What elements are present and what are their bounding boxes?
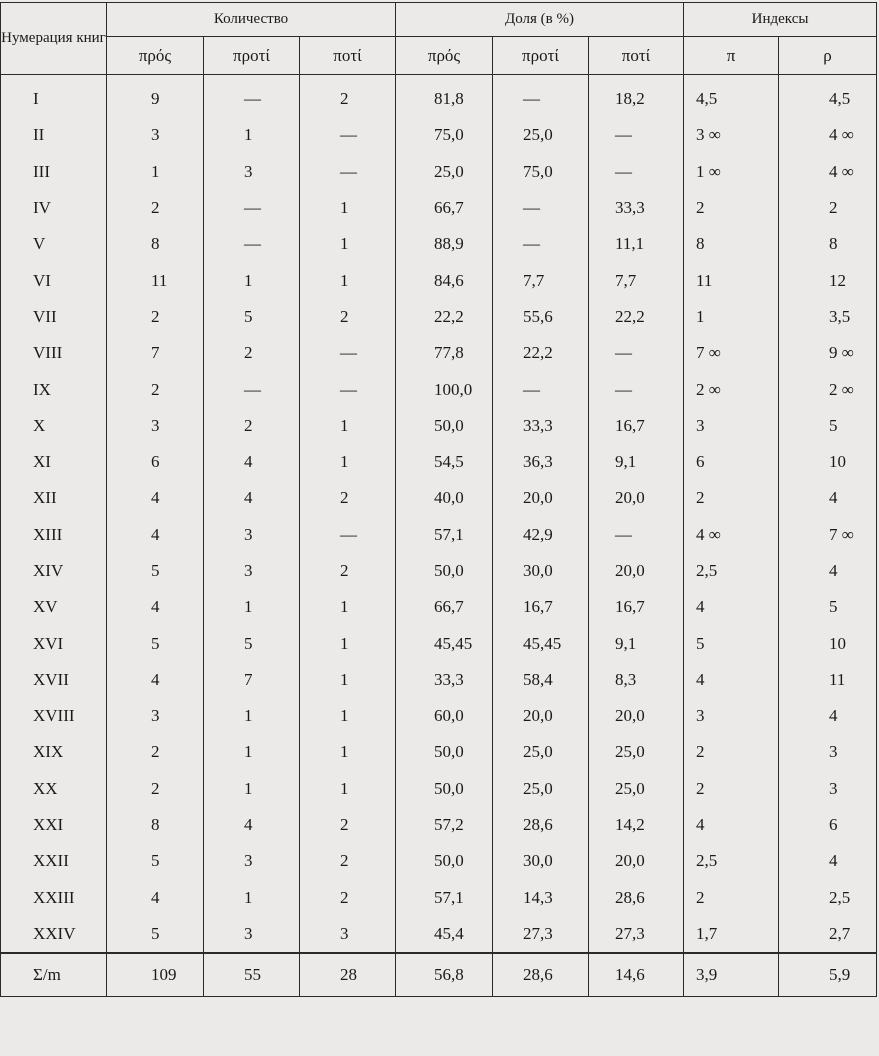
book-number-cell: XIV [1,553,107,589]
total-s-pros: 56,8 [396,953,493,997]
q-poti-cell: — [300,371,396,407]
table-row [1,226,877,262]
s-proti-cell: 25,0 [493,117,589,153]
book-number-cell: I [1,75,107,118]
s-poti-cell: 8,3 [589,662,684,698]
s-poti-cell: 16,7 [589,408,684,444]
q-proti-cell: 3 [204,553,300,589]
s-poti-cell: 14,2 [589,807,684,843]
s-proti-cell: 55,6 [493,299,589,335]
i-rho-cell: 9 ∞ [779,335,877,371]
q-pros-cell: 6 [107,444,204,480]
s-proti-cell: — [493,226,589,262]
total-s-proti: 28,6 [493,953,589,997]
q-pros-cell: 1 [107,154,204,190]
q-pros-cell: 3 [107,117,204,153]
book-number-cell: IV [1,190,107,226]
table-row [1,262,877,298]
s-pros-cell: 25,0 [396,154,493,190]
q-poti-cell: 2 [300,75,396,118]
i-rho-cell: 4 ∞ [779,154,877,190]
s-poti-cell: 20,0 [589,698,684,734]
i-pi-cell: 8 [684,226,779,262]
i-rho-cell: 12 [779,262,877,298]
index-pi-header: π [684,37,779,75]
q-poti-cell: 1 [300,589,396,625]
q-proti-cell: 1 [204,589,300,625]
i-rho-cell: 7 ∞ [779,517,877,553]
table-row [1,299,877,335]
q-pros-cell: 4 [107,880,204,916]
s-pros-cell: 50,0 [396,771,493,807]
s-proti-cell: 75,0 [493,154,589,190]
statistics-table [0,2,877,997]
q-pros-cell: 9 [107,75,204,118]
i-rho-cell: 2,7 [779,916,877,953]
s-pros-cell: 57,2 [396,807,493,843]
s-poti-cell: 18,2 [589,75,684,118]
q-poti-cell: — [300,517,396,553]
s-pros-cell: 33,3 [396,662,493,698]
s-poti-cell: — [589,154,684,190]
s-proti-cell: 30,0 [493,843,589,879]
s-pros-cell: 100,0 [396,371,493,407]
s-proti-cell: 25,0 [493,771,589,807]
q-poti-cell: 2 [300,553,396,589]
book-number-cell: V [1,226,107,262]
table-row [1,154,877,190]
book-number-cell: VII [1,299,107,335]
s-proti-cell: 36,3 [493,444,589,480]
q-pros-cell: 4 [107,480,204,516]
s-poti-cell: 20,0 [589,843,684,879]
s-poti-cell: — [589,517,684,553]
s-pros-cell: 77,8 [396,335,493,371]
book-number-cell: VI [1,262,107,298]
s-pros-cell: 66,7 [396,589,493,625]
s-poti-cell: 20,0 [589,553,684,589]
s-pros-cell: 45,4 [396,916,493,953]
q-poti-cell: — [300,154,396,190]
q-proti-cell: 1 [204,262,300,298]
q-pros-cell: 8 [107,226,204,262]
table-row [1,335,877,371]
q-poti-cell: 1 [300,408,396,444]
s-pros-cell: 75,0 [396,117,493,153]
s-poti-cell: 20,0 [589,480,684,516]
i-pi-cell: 2 [684,480,779,516]
i-rho-cell: 8 [779,226,877,262]
q-poti-cell: 2 [300,843,396,879]
s-proti-cell: 14,3 [493,880,589,916]
s-poti-cell: — [589,335,684,371]
i-rho-cell: 4 [779,698,877,734]
s-pros-cell: 22,2 [396,299,493,335]
i-pi-cell: 6 [684,444,779,480]
quantity-poti-header: ποτί [300,37,396,75]
s-proti-cell: 22,2 [493,335,589,371]
q-pros-cell: 7 [107,335,204,371]
book-number-cell: II [1,117,107,153]
i-pi-cell: 4 [684,807,779,843]
q-pros-cell: 4 [107,517,204,553]
s-proti-cell: 20,0 [493,698,589,734]
table-row [1,771,877,807]
q-proti-cell: 4 [204,444,300,480]
quantity-header: Количество [107,3,396,37]
q-poti-cell: 2 [300,299,396,335]
q-proti-cell: 3 [204,843,300,879]
s-pros-cell: 57,1 [396,517,493,553]
s-pros-cell: 60,0 [396,698,493,734]
s-poti-cell: 27,3 [589,916,684,953]
q-pros-cell: 5 [107,843,204,879]
table-row [1,75,877,118]
i-rho-cell: 4 [779,480,877,516]
share-header: Доля (в %) [396,3,684,37]
q-proti-cell: 3 [204,517,300,553]
i-pi-cell: 2,5 [684,553,779,589]
book-number-cell: XV [1,589,107,625]
q-poti-cell: 1 [300,771,396,807]
s-poti-cell: 25,0 [589,734,684,770]
q-pros-cell: 5 [107,625,204,661]
q-poti-cell: 1 [300,734,396,770]
i-rho-cell: 4 [779,553,877,589]
q-poti-cell: 1 [300,190,396,226]
s-pros-cell: 40,0 [396,480,493,516]
q-poti-cell: 2 [300,480,396,516]
s-pros-cell: 84,6 [396,262,493,298]
i-rho-cell: 3,5 [779,299,877,335]
s-pros-cell: 54,5 [396,444,493,480]
q-poti-cell: 1 [300,662,396,698]
i-rho-cell: 10 [779,444,877,480]
s-proti-cell: 42,9 [493,517,589,553]
s-pros-cell: 88,9 [396,226,493,262]
i-rho-cell: 2,5 [779,880,877,916]
book-number-cell: XVI [1,625,107,661]
s-proti-cell: 58,4 [493,662,589,698]
q-poti-cell: 3 [300,916,396,953]
s-pros-cell: 50,0 [396,553,493,589]
s-pros-cell: 81,8 [396,75,493,118]
table-row [1,480,877,516]
total-i-pi: 3,9 [684,953,779,997]
table-row [1,916,877,953]
book-number-cell: XIII [1,517,107,553]
book-number-cell: XXII [1,843,107,879]
i-pi-cell: 1 ∞ [684,154,779,190]
q-poti-cell: 1 [300,444,396,480]
book-number-cell: XI [1,444,107,480]
i-rho-cell: 10 [779,625,877,661]
s-pros-cell: 45,45 [396,625,493,661]
s-proti-cell: 25,0 [493,734,589,770]
q-pros-cell: 2 [107,190,204,226]
s-poti-cell: 28,6 [589,880,684,916]
q-pros-cell: 2 [107,371,204,407]
s-proti-cell: 16,7 [493,589,589,625]
s-poti-cell: 33,3 [589,190,684,226]
q-proti-cell: 5 [204,299,300,335]
book-number-cell: III [1,154,107,190]
book-number-cell: X [1,408,107,444]
i-rho-cell: 5 [779,589,877,625]
q-pros-cell: 3 [107,698,204,734]
book-number-cell: XVIII [1,698,107,734]
i-pi-cell: 3 [684,698,779,734]
q-poti-cell: 1 [300,226,396,262]
total-i-rho: 5,9 [779,953,877,997]
q-pros-cell: 4 [107,589,204,625]
s-proti-cell: 33,3 [493,408,589,444]
total-s-poti: 14,6 [589,953,684,997]
i-rho-cell: 2 [779,190,877,226]
i-pi-cell: 4,5 [684,75,779,118]
table-row [1,444,877,480]
table-row [1,553,877,589]
table-row [1,843,877,879]
q-pros-cell: 11 [107,262,204,298]
q-proti-cell: — [204,226,300,262]
total-row [1,953,877,997]
i-pi-cell: 11 [684,262,779,298]
i-rho-cell: 4 ∞ [779,117,877,153]
table-row [1,662,877,698]
q-proti-cell: 5 [204,625,300,661]
total-q-proti: 55 [204,953,300,997]
q-pros-cell: 3 [107,408,204,444]
q-pros-cell: 5 [107,553,204,589]
i-rho-cell: 3 [779,734,877,770]
book-number-cell: XX [1,771,107,807]
book-number-cell: XVII [1,662,107,698]
book-number-cell: XIX [1,734,107,770]
q-poti-cell: — [300,117,396,153]
s-poti-cell: 22,2 [589,299,684,335]
i-pi-cell: 3 ∞ [684,117,779,153]
table-body [1,75,877,954]
share-proti-header: προτί [493,37,589,75]
q-poti-cell: 1 [300,625,396,661]
s-poti-cell: 16,7 [589,589,684,625]
i-pi-cell: 2 [684,880,779,916]
total-q-pros: 109 [107,953,204,997]
book-number-cell: VIII [1,335,107,371]
q-proti-cell: 3 [204,916,300,953]
q-proti-cell: 4 [204,807,300,843]
q-pros-cell: 8 [107,807,204,843]
i-rho-cell: 5 [779,408,877,444]
q-pros-cell: 2 [107,734,204,770]
i-pi-cell: 2 [684,190,779,226]
q-proti-cell: 7 [204,662,300,698]
share-pros-header: πρός [396,37,493,75]
q-proti-cell: 1 [204,880,300,916]
table-row [1,517,877,553]
table-row [1,190,877,226]
q-proti-cell: — [204,371,300,407]
q-proti-cell: 1 [204,771,300,807]
q-poti-cell: 2 [300,807,396,843]
table-row [1,408,877,444]
i-rho-cell: 3 [779,771,877,807]
share-poti-header: ποτί [589,37,684,75]
q-proti-cell: — [204,75,300,118]
q-proti-cell: 1 [204,117,300,153]
i-pi-cell: 4 ∞ [684,517,779,553]
book-number-cell: IX [1,371,107,407]
s-poti-cell: 11,1 [589,226,684,262]
s-proti-cell: 28,6 [493,807,589,843]
total-q-poti: 28 [300,953,396,997]
i-rho-cell: 11 [779,662,877,698]
table-row [1,698,877,734]
s-proti-cell: 27,3 [493,916,589,953]
s-pros-cell: 50,0 [396,843,493,879]
i-pi-cell: 2,5 [684,843,779,879]
q-pros-cell: 2 [107,299,204,335]
q-proti-cell: 1 [204,698,300,734]
q-poti-cell: 2 [300,880,396,916]
table-row [1,625,877,661]
index-rho-header: ρ [779,37,877,75]
i-pi-cell: 4 [684,662,779,698]
i-rho-cell: 2 ∞ [779,371,877,407]
i-pi-cell: 1 [684,299,779,335]
i-rho-cell: 6 [779,807,877,843]
q-pros-cell: 4 [107,662,204,698]
s-proti-cell: 20,0 [493,480,589,516]
s-proti-cell: 45,45 [493,625,589,661]
q-proti-cell: 2 [204,408,300,444]
s-pros-cell: 50,0 [396,734,493,770]
book-number-cell: XXI [1,807,107,843]
i-pi-cell: 4 [684,589,779,625]
q-poti-cell: 1 [300,698,396,734]
i-pi-cell: 2 [684,771,779,807]
book-number-cell: XII [1,480,107,516]
book-number-cell: XXIV [1,916,107,953]
q-proti-cell: — [204,190,300,226]
q-poti-cell: — [300,335,396,371]
i-pi-cell: 5 [684,625,779,661]
s-poti-cell: — [589,117,684,153]
s-pros-cell: 50,0 [396,408,493,444]
q-pros-cell: 5 [107,916,204,953]
q-poti-cell: 1 [300,262,396,298]
table-row [1,117,877,153]
table-row [1,371,877,407]
book-numbering-header: Нумерация книг [1,3,107,75]
s-poti-cell: 9,1 [589,625,684,661]
s-proti-cell: — [493,75,589,118]
table-row [1,807,877,843]
s-proti-cell: — [493,190,589,226]
i-pi-cell: 7 ∞ [684,335,779,371]
q-proti-cell: 2 [204,335,300,371]
s-poti-cell: — [589,371,684,407]
s-proti-cell: 30,0 [493,553,589,589]
s-poti-cell: 25,0 [589,771,684,807]
q-pros-cell: 2 [107,771,204,807]
indices-header: Индексы [684,3,877,37]
i-pi-cell: 3 [684,408,779,444]
table-row [1,880,877,916]
s-proti-cell: 7,7 [493,262,589,298]
i-pi-cell: 2 [684,734,779,770]
table-row [1,734,877,770]
i-rho-cell: 4,5 [779,75,877,118]
book-number-cell: XXIII [1,880,107,916]
q-proti-cell: 4 [204,480,300,516]
s-pros-cell: 57,1 [396,880,493,916]
quantity-proti-header: προτί [204,37,300,75]
i-pi-cell: 1,7 [684,916,779,953]
s-pros-cell: 66,7 [396,190,493,226]
i-pi-cell: 2 ∞ [684,371,779,407]
s-poti-cell: 9,1 [589,444,684,480]
quantity-pros-header: πρός [107,37,204,75]
s-poti-cell: 7,7 [589,262,684,298]
total-label: Σ/m [1,953,107,997]
s-proti-cell: — [493,371,589,407]
q-proti-cell: 1 [204,734,300,770]
q-proti-cell: 3 [204,154,300,190]
table-row [1,589,877,625]
i-rho-cell: 4 [779,843,877,879]
